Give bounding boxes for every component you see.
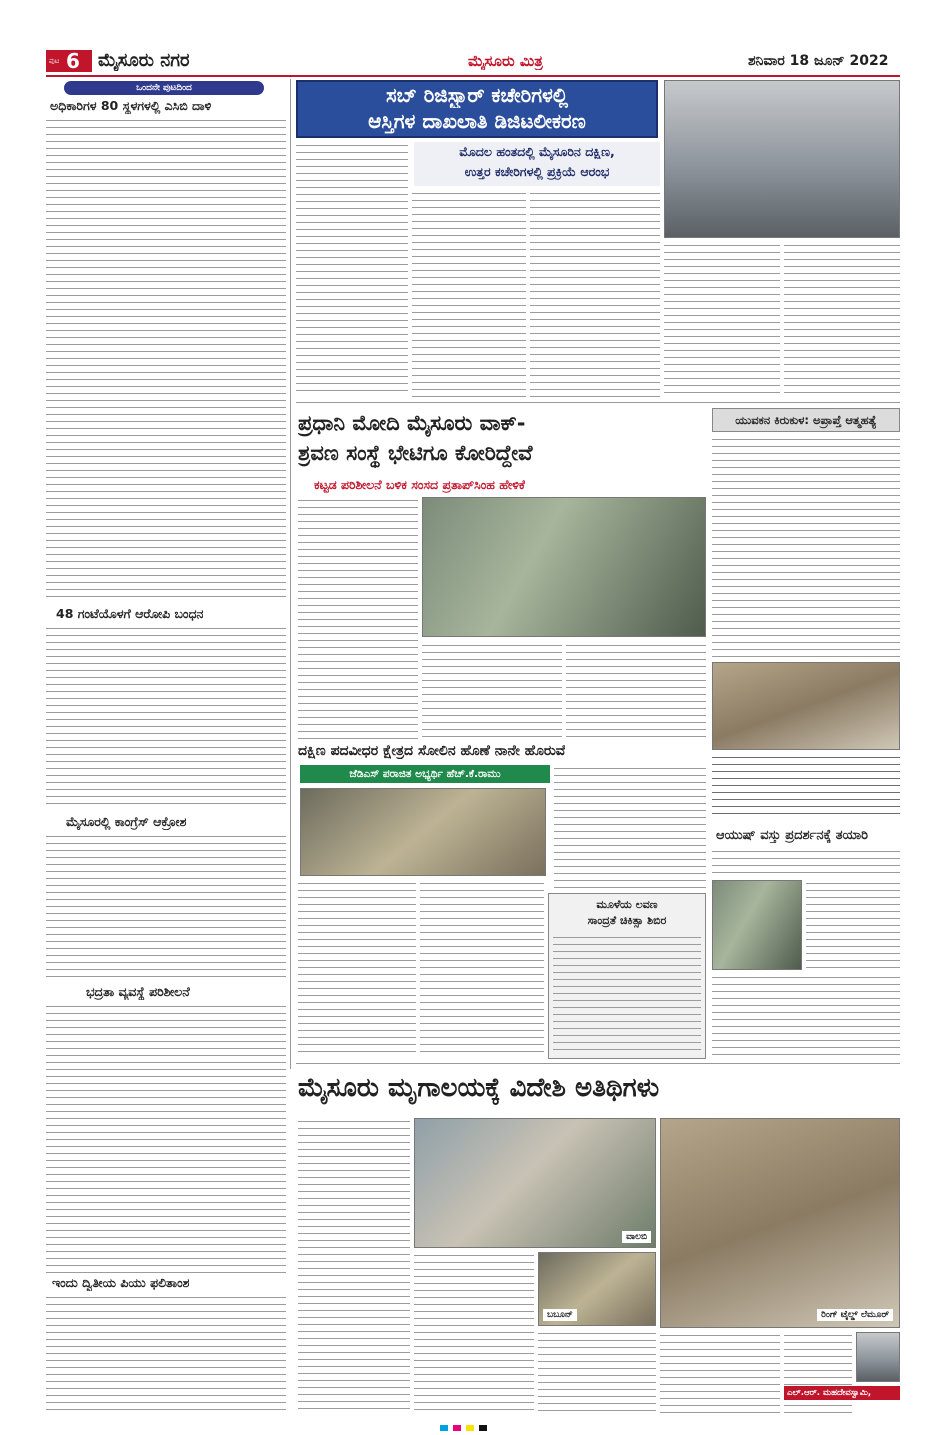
continued-tag — [64, 81, 264, 95]
article-text-security — [46, 1003, 286, 1273]
byline-box — [784, 1386, 900, 1400]
election-text-right — [554, 765, 706, 889]
author-portrait — [856, 1332, 900, 1382]
headline-arrest: 48 ಗಂಟೆಯೊಳಗೆ ಆರೋಪಿ ಬಂಧನ — [56, 606, 204, 621]
page-number-box — [46, 50, 92, 72]
zoo-byline: ಎಲ್.ಆರ್. ಮಹದೇವಸ್ವಾಮಿ, — [787, 1388, 872, 1398]
top-story-text-col4 — [664, 242, 780, 397]
article-text-acb — [46, 117, 286, 602]
top-story-text-col2 — [412, 190, 526, 397]
modi-story-subtitle: ಕಟ್ಟಡ ಪರಿಶೀಲನೆ ಬಳಿಕ ಸಂಸದ ಪ್ರತಾಪ್‌ಸಿಂಹ ಹೇಳಿಕೆ — [314, 477, 526, 492]
felicitation-caption-text — [712, 754, 900, 818]
registrar-office-photo — [664, 80, 900, 238]
page-date: ಶನಿವಾರ 18 ಜೂನ್ 2022 — [748, 53, 889, 69]
headline-puc-result: ಇಂದು ದ್ವಿತೀಯ ಪಿಯು ಫಲಿತಾಂಶ — [52, 1275, 190, 1290]
election-subtitle-box — [300, 765, 550, 783]
election-text-col2 — [420, 880, 544, 1058]
top-story-subtitle-line2: ಉತ್ತರ ಕಚೇರಿಗಳಲ್ಲಿ ಪ್ರಕ್ರಿಯೆ ಆರಂಭ — [464, 164, 610, 179]
ayush-text-bottom — [712, 974, 900, 1058]
lemur-caption: ರಿಂಗ್ ಟೈಲ್ಡ್ ಲೆಮೂರ್ — [817, 1309, 893, 1321]
ayush-text-side — [806, 880, 900, 970]
page-number: 6 — [66, 49, 80, 73]
section-rule-zoo — [296, 1063, 900, 1064]
modi-text-col1 — [298, 497, 418, 739]
top-story-text-col5 — [784, 242, 900, 397]
election-text-col1 — [298, 880, 416, 1058]
zoo-text-col1 — [298, 1118, 410, 1414]
youth-story-title: ಯುವಕನ ಕಿರುಕುಳ: ಅಪ್ರಾಪ್ತೆ ಆತ್ಮಹತ್ಯೆ — [735, 413, 877, 427]
page-tag: ಪುಟ — [49, 57, 60, 65]
header-rule — [46, 75, 900, 77]
left-column — [46, 79, 286, 1414]
article-text-puc — [46, 1294, 286, 1412]
election-story-subtitle: ಜೆಡಿಎಸ್ ಪರಾಜಿತ ಅಭ್ಯರ್ಥಿ ಹೆಚ್.ಕೆ.ರಾಮು — [349, 768, 501, 780]
ayush-venue-photo — [712, 880, 802, 970]
felicitation-photo — [712, 662, 900, 750]
zoo-story-title: ಮೈಸೂರು ಮೃಗಾಲಯಕ್ಕೆ ವಿದೇಶಿ ಅತಿಥಿಗಳು — [298, 1073, 660, 1103]
top-story-subtitle-box — [414, 142, 660, 186]
continued-tag-label: ಒಂದನೇ ಪುಟದಿಂದ — [136, 83, 192, 93]
zoo-text-col3 — [538, 1330, 656, 1414]
youth-story-text — [712, 436, 900, 658]
ayush-text-top — [712, 848, 900, 876]
headline-acb-raid: ಅಧಿಕಾರಿಗಳ 80 ಸ್ಥಳಗಳಲ್ಲಿ ಎಸಿಬಿ ದಾಳಿ — [50, 98, 212, 113]
baboon-photo — [538, 1252, 656, 1326]
modi-title-line2: ಶ್ರವಣ ಸಂಸ್ಥೆ ಭೇಟಿಗೂ ಕೋರಿದ್ದೇವೆ — [298, 441, 533, 465]
top-story-title-line2: ಆಸ್ತಿಗಳ ದಾಖಲಾತಿ ಡಿಜಿಟಲೀಕರಣ — [368, 109, 586, 133]
section-title: ಮೈಸೂರು ನಗರ — [98, 50, 190, 71]
top-story-text-col1 — [296, 142, 408, 397]
ayush-story-title: ಆಯುಷ್ ವಸ್ತು ಪ್ರದರ್ಶನಕ್ಕೆ ತಯಾರಿ — [716, 828, 869, 843]
modi-story-title — [298, 408, 708, 470]
modi-text-col2 — [422, 642, 562, 739]
youth-story-title-box — [712, 408, 900, 432]
lemur-photo — [660, 1118, 900, 1328]
wallaby-caption: ವಾಲಬಿ — [622, 1231, 651, 1243]
baboon-caption: ಬಬೂನ್ — [543, 1309, 577, 1321]
section-rule — [296, 402, 900, 403]
zoo-text-col4 — [660, 1332, 780, 1414]
bmd-camp-box — [548, 893, 706, 1059]
election-story-title: ದಕ್ಷಿಣ ಪದವೀಧರ ಕ್ಷೇತ್ರದ ಸೋಲಿನ ಹೊಣೆ ನಾನೇ ಹೊರುವೆ — [298, 743, 566, 759]
top-story-text-col3 — [530, 190, 660, 397]
top-story-subtitle-line1: ಮೊದಲ ಹಂತದಲ್ಲಿ ಮೈಸೂರಿನ ದಕ್ಷಿಣ, — [459, 144, 615, 159]
page-header — [40, 48, 900, 74]
masthead: ಮೈಸೂರು ಮಿತ್ರ — [468, 52, 543, 70]
article-text-congress — [46, 833, 286, 981]
modi-title-line1: ಪ್ರಧಾನಿ ಮೋದಿ ಮೈಸೂರು ವಾಕ್- — [298, 411, 526, 435]
bmd-title-line2: ಸಾಂದ್ರತೆ ಚಿಕಿತ್ಸಾ ಶಿಬಿರ — [587, 914, 667, 927]
article-text-arrest — [46, 625, 286, 810]
registration-marks — [440, 1416, 510, 1422]
zoo-text-col2 — [414, 1252, 534, 1414]
top-story-title-line1: ಸಬ್ ರಿಜಿಸ್ಟ್ರಾರ್ ಕಚೇರಿಗಳಲ್ಲಿ — [385, 83, 569, 107]
headline-congress: ಮೈಸೂರಲ್ಲಿ ಕಾಂಗ್ರೆಸ್ ಆಕ್ರೋಶ — [66, 814, 187, 829]
top-story-title-box — [296, 80, 658, 138]
headline-security: ಭದ್ರತಾ ವ್ಯವಸ್ಥೆ ಪರಿಶೀಲನೆ — [86, 984, 190, 999]
building-inspection-photo — [422, 497, 706, 637]
column-divider — [290, 79, 291, 1069]
wallaby-photo — [414, 1118, 656, 1248]
modi-text-col3 — [566, 642, 706, 739]
bmd-title-line1: ಮೂಳೆಯ ಲವಣ — [596, 898, 658, 911]
zoo-text-col5 — [784, 1332, 852, 1414]
jds-meeting-photo — [300, 788, 546, 876]
bmd-box-text — [553, 934, 701, 1054]
